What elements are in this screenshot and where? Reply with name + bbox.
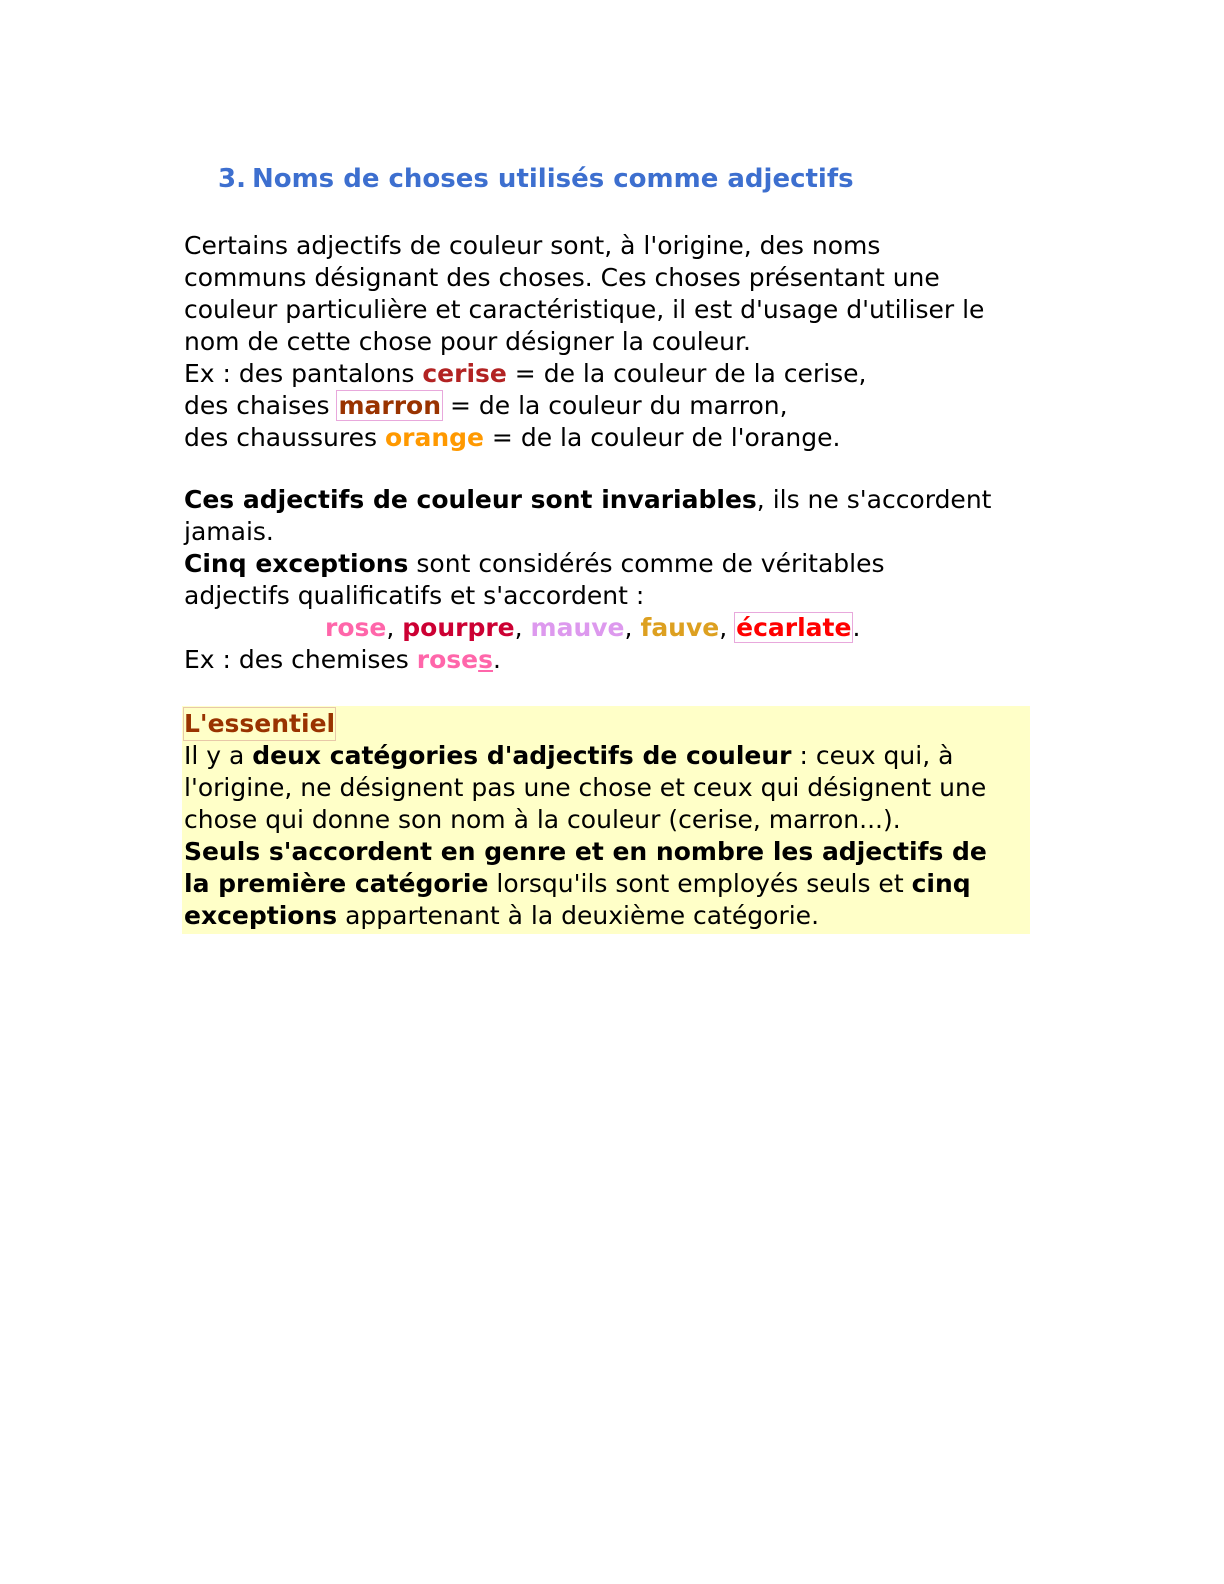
example-line	[184, 358, 1044, 390]
separator: ,	[386, 613, 403, 642]
word-rose: rose	[325, 613, 387, 642]
essentiel-bold: cinq	[911, 869, 971, 898]
essentiel-line: l'origine, ne désignent pas une chose et ceux qui désignent une	[184, 773, 987, 802]
separator: ,	[514, 613, 531, 642]
section-title: Noms de choses utilisés comme adjectifs	[251, 164, 854, 194]
spacer	[184, 676, 1044, 706]
essentiel-line	[184, 868, 1030, 900]
rule-bold: Ces adjectifs de couleur sont invariables	[184, 485, 757, 514]
exception-words-line	[184, 612, 1044, 644]
essentiel-bold: exceptions	[184, 901, 338, 930]
essentiel-line: chose qui donne son nom à la couleur (cerise, marron...).	[184, 805, 901, 834]
word-mauve: mauve	[530, 613, 625, 642]
example-text: des chaussures	[184, 423, 385, 452]
word-roses-base: rose	[416, 645, 479, 674]
essentiel-line	[184, 900, 1030, 932]
rule-line: jamais.	[184, 517, 274, 546]
section-number: 3.	[218, 164, 246, 194]
example-text: Ex : des chemises	[184, 645, 417, 674]
word-ecarlate: écarlate	[736, 613, 852, 642]
section-heading	[218, 160, 1044, 198]
rule-paragraph	[184, 484, 1044, 676]
essentiel-text: lorsqu'ils sont employés seuls et	[488, 869, 912, 898]
exceptions-line: adjectifs qualificatifs et s'accordent :	[184, 581, 645, 610]
period: .	[852, 613, 861, 642]
word-orange: orange	[384, 423, 484, 452]
example-text: = de la couleur de la cerise,	[506, 359, 867, 388]
essentiel-bold: la première catégorie	[184, 869, 489, 898]
essentiel-bold: deux catégories d'adjectifs de couleur	[252, 741, 792, 770]
example-text: des chaises	[184, 391, 338, 420]
example-text: Ex : des pantalons	[184, 359, 423, 388]
essentiel-text: Il y a	[184, 741, 253, 770]
essentiel-text: : ceux qui, à	[791, 741, 954, 770]
exceptions-bold: Cinq exceptions	[184, 549, 409, 578]
essentiel-box	[182, 706, 1030, 934]
exceptions-line	[184, 548, 1044, 580]
intro-line: communs désignant des choses. Ces choses présentant une	[184, 263, 940, 292]
essentiel-line	[184, 740, 1030, 772]
word-roses-ending: s	[478, 645, 494, 674]
word-marron: marron	[338, 391, 442, 420]
document-content	[184, 160, 1044, 934]
essentiel-line: Seuls s'accordent en genre et en nombre les adjectifs de	[184, 837, 987, 866]
intro-line: couleur particulière et caractéristique, il est d'usage d'utiliser le	[184, 295, 985, 324]
example-line	[184, 390, 1044, 422]
essentiel-title-line	[184, 708, 1030, 740]
intro-line: nom de cette chose pour désigner la couleur.	[184, 327, 751, 356]
separator: ,	[719, 613, 736, 642]
example-text: = de la couleur de l'orange.	[483, 423, 841, 452]
example-line	[184, 422, 1044, 454]
exceptions-text: sont considérés comme de véritables	[408, 549, 885, 578]
word-roses	[417, 645, 493, 674]
period: .	[493, 645, 501, 674]
example-roses-line	[184, 644, 1044, 676]
intro-line: Certains adjectifs de couleur sont, à l'origine, des noms	[184, 231, 881, 260]
word-cerise: cerise	[422, 359, 507, 388]
intro-paragraph	[184, 230, 1044, 454]
separator: ,	[624, 613, 641, 642]
essentiel-text: appartenant à la deuxième catégorie.	[337, 901, 820, 930]
essentiel-title: L'essentiel	[184, 709, 336, 738]
word-pourpre: pourpre	[402, 613, 515, 642]
rule-line	[184, 484, 1044, 516]
example-text: = de la couleur du marron,	[442, 391, 788, 420]
word-fauve: fauve	[640, 613, 720, 642]
spacer	[184, 454, 1044, 484]
rule-text: , ils ne s'accordent	[756, 485, 992, 514]
